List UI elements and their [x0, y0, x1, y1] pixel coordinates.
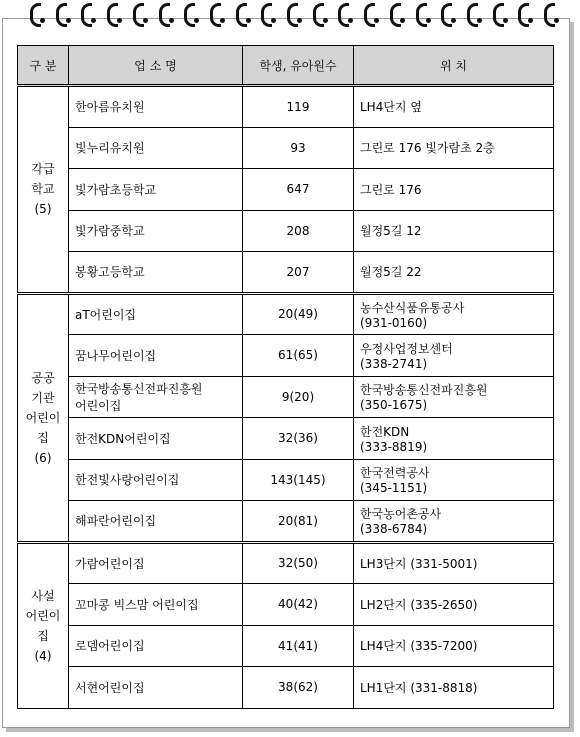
cell-line: 어린이	[25, 608, 61, 623]
cell-line: 집	[37, 430, 49, 445]
cell-line: LH3단지 (331-5001)	[360, 556, 478, 571]
binding-ring-icon	[390, 3, 401, 27]
cell-line: 공공	[31, 370, 55, 385]
cell-line: 한국방송통신전파진흥원	[75, 381, 203, 396]
category-cell	[18, 542, 69, 708]
cell-line: (6)	[34, 450, 52, 465]
table-body	[18, 86, 554, 709]
cell-line: aT어린이집	[75, 307, 137, 322]
count-cell: 647	[243, 169, 354, 211]
location-cell	[354, 127, 554, 169]
table-header-row	[18, 46, 554, 86]
cell-line: (350-1675)	[360, 398, 428, 413]
binding-ring-icon	[56, 3, 67, 27]
cell-line: LH1단지 (331-8818)	[360, 680, 478, 695]
cell-line: 그린로 176	[360, 182, 422, 197]
location-cell	[354, 501, 554, 543]
cell-line: 그린로 176 빛가람초 2층	[360, 141, 495, 156]
cell-line: 한국전력공사	[360, 466, 430, 481]
cell-line: 한전KDN어린이집	[75, 431, 171, 446]
binding-ring-icon	[133, 3, 144, 27]
count-cell: 38(62)	[243, 667, 354, 709]
cell-line: (4)	[34, 648, 52, 663]
count-cell: 32(50)	[243, 542, 354, 584]
location-cell	[354, 667, 554, 709]
header-location: 위 치	[354, 46, 554, 86]
facility-name-cell	[69, 667, 243, 709]
header-category: 구 분	[18, 46, 69, 86]
count-cell: 20(49)	[243, 293, 354, 335]
location-cell	[354, 86, 554, 128]
location-cell	[354, 293, 554, 335]
table-row	[18, 86, 554, 128]
table-row	[18, 293, 554, 335]
binding-ring-icon	[30, 3, 41, 27]
facility-name-cell	[69, 293, 243, 335]
cell-line: (333-8819)	[360, 439, 428, 454]
binding-ring-icon	[313, 3, 324, 27]
facility-name-cell	[69, 86, 243, 128]
binding-ring-icon	[467, 3, 478, 27]
cell-line: 봉황고등학교	[75, 265, 145, 280]
cell-line: 해파란어린이집	[75, 514, 157, 529]
location-cell	[354, 376, 554, 418]
facility-table	[17, 45, 554, 709]
location-cell	[354, 625, 554, 667]
header-count: 학생, 유아원수	[243, 46, 354, 86]
table-row	[18, 584, 554, 626]
facility-name-cell	[69, 169, 243, 211]
facility-name-cell	[69, 501, 243, 543]
facility-name-cell	[69, 542, 243, 584]
cell-line: 빛누리유치원	[75, 141, 145, 156]
location-cell	[354, 210, 554, 252]
cell-line: 한전빛사랑어린이집	[75, 473, 180, 488]
category-cell	[18, 86, 69, 294]
binding-ring-icon	[210, 3, 221, 27]
cell-line: (931-0160)	[360, 315, 428, 330]
binding-ring-icon	[184, 3, 195, 27]
table-row	[18, 376, 554, 418]
location-cell	[354, 418, 554, 460]
count-cell: 32(36)	[243, 418, 354, 460]
table-row	[18, 335, 554, 377]
cell-line: 집	[37, 628, 49, 643]
cell-line: 빛가람중학교	[75, 224, 145, 239]
binding-ring-icon	[441, 3, 452, 27]
count-cell: 208	[243, 210, 354, 252]
cell-line: (345-1151)	[360, 481, 428, 496]
facility-name-cell	[69, 252, 243, 294]
binding-ring-icon	[287, 3, 298, 27]
binding-ring-icon	[81, 3, 92, 27]
cell-line: 빛가람초등학교	[75, 182, 157, 197]
facility-name-cell	[69, 584, 243, 626]
binding-ring-icon	[493, 3, 504, 27]
cell-line: 한국방송통신전파진흥원	[360, 383, 488, 398]
binding-ring-icon	[107, 3, 118, 27]
count-cell: 20(81)	[243, 501, 354, 543]
cell-line: (5)	[34, 202, 52, 217]
location-cell	[354, 542, 554, 584]
cell-line: LH4단지 옆	[360, 100, 422, 115]
table-row	[18, 169, 554, 211]
cell-line: (338-2741)	[360, 356, 428, 371]
location-cell	[354, 459, 554, 501]
count-cell: 9(20)	[243, 376, 354, 418]
binding-ring-icon	[236, 3, 247, 27]
cell-line: 가람어린이집	[75, 556, 145, 571]
cell-line: 기관	[31, 390, 55, 405]
binding-ring-icon	[159, 3, 170, 27]
category-cell	[18, 293, 69, 542]
cell-line: 꿈나무어린이집	[75, 348, 157, 363]
table-row	[18, 667, 554, 709]
cell-line: 로뎀어린이집	[75, 639, 145, 654]
table-row	[18, 210, 554, 252]
cell-line: (338-6784)	[360, 522, 428, 537]
cell-line: 어린이집	[75, 398, 122, 413]
spiral-binding	[0, 0, 580, 32]
cell-line: LH2단지 (335-2650)	[360, 597, 478, 612]
table-row	[18, 459, 554, 501]
table-row	[18, 542, 554, 584]
count-cell: 207	[243, 252, 354, 294]
binding-ring-icon	[261, 3, 272, 27]
cell-line: 각급	[31, 162, 55, 177]
binding-ring-icon	[544, 3, 555, 27]
cell-line: 월정5길 22	[360, 265, 422, 280]
facility-name-cell	[69, 127, 243, 169]
binding-ring-icon	[364, 3, 375, 27]
header-name: 업 소 명	[69, 46, 243, 86]
binding-ring-icon	[518, 3, 529, 27]
count-cell: 61(65)	[243, 335, 354, 377]
cell-line: 한국농어촌공사	[360, 507, 442, 522]
binding-ring-icon	[338, 3, 349, 27]
location-cell	[354, 252, 554, 294]
location-cell	[354, 584, 554, 626]
table-row	[18, 252, 554, 294]
cell-line: 사설	[31, 588, 55, 603]
table-row	[18, 501, 554, 543]
cell-line: 학교	[31, 182, 55, 197]
cell-line: 한아름유치원	[75, 100, 145, 115]
cell-line: 한전KDN	[360, 424, 410, 439]
location-cell	[354, 169, 554, 211]
count-cell: 119	[243, 86, 354, 128]
facility-name-cell	[69, 625, 243, 667]
count-cell: 40(42)	[243, 584, 354, 626]
count-cell: 41(41)	[243, 625, 354, 667]
cell-line: 우정사업정보센터	[360, 341, 453, 356]
location-cell	[354, 335, 554, 377]
cell-line: 서현어린이집	[75, 680, 145, 695]
facility-name-cell	[69, 335, 243, 377]
table-row	[18, 625, 554, 667]
facility-name-cell	[69, 459, 243, 501]
table-row	[18, 418, 554, 460]
cell-line: 꼬마콩 빅스맘 어린이집	[75, 597, 199, 612]
count-cell: 93	[243, 127, 354, 169]
binding-ring-icon	[416, 3, 427, 27]
facility-name-cell	[69, 418, 243, 460]
facility-name-cell	[69, 210, 243, 252]
cell-line: 월정5길 12	[360, 224, 422, 239]
cell-line: 농수산식품유통공사	[360, 300, 465, 315]
facility-name-cell	[69, 376, 243, 418]
table-row	[18, 127, 554, 169]
count-cell: 143(145)	[243, 459, 354, 501]
cell-line: 어린이	[25, 410, 61, 425]
cell-line: LH4단지 (335-7200)	[360, 639, 478, 654]
